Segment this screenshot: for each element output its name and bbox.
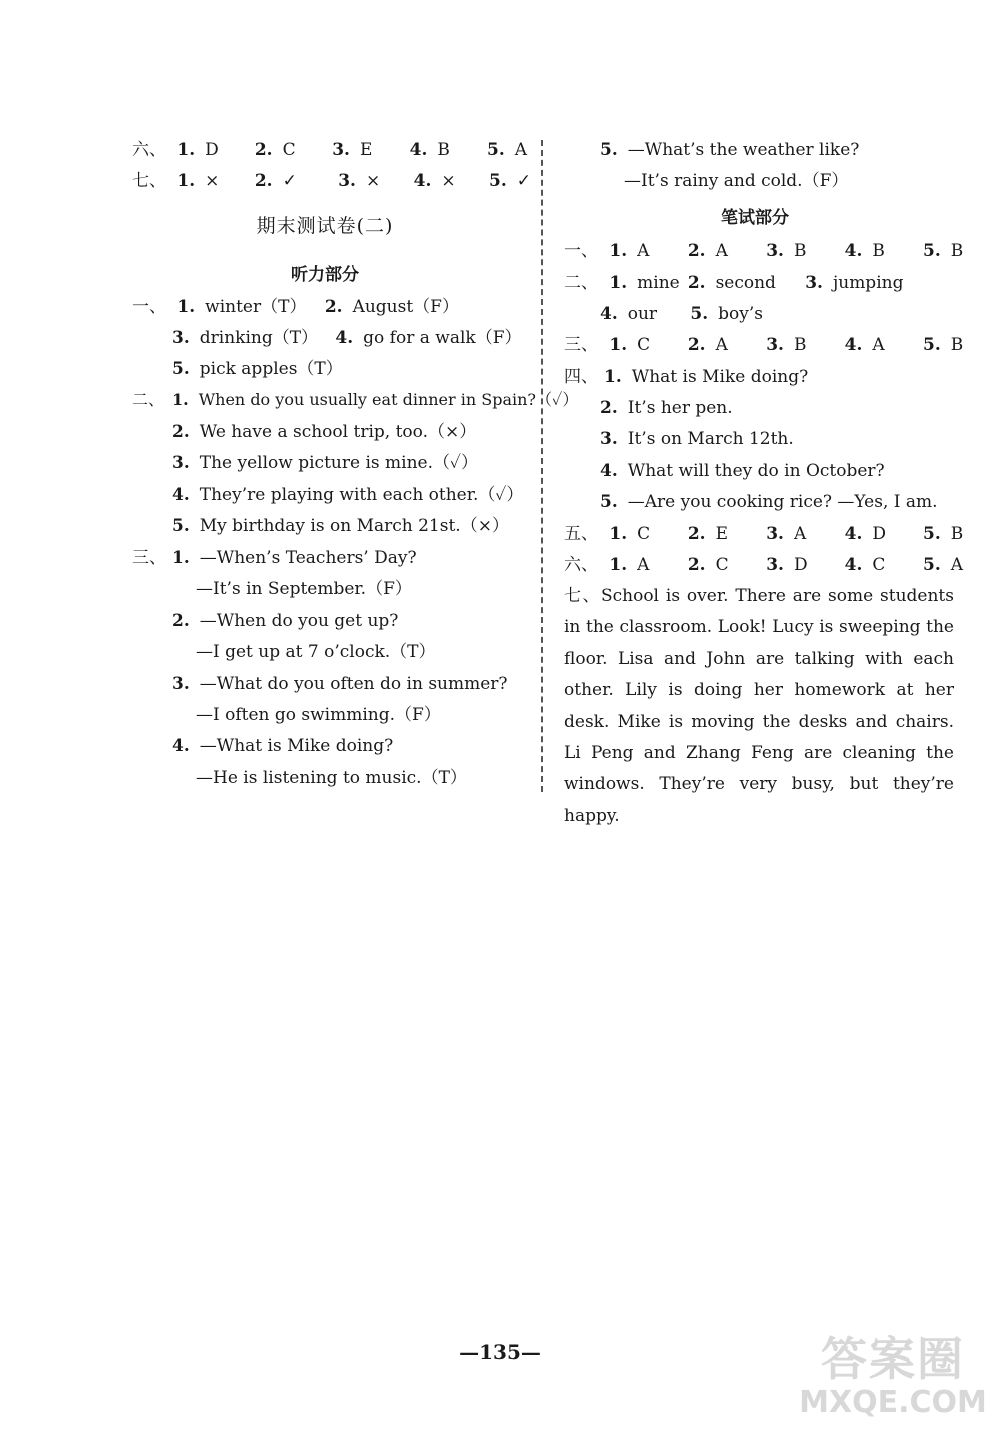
answer-row-p1-b: 3. drinking（T） 4. go for a walk（F）: [172, 328, 522, 348]
listening-heading: 听力部分: [291, 265, 359, 285]
answer-row-w4-4: 4. What will they do in October?: [600, 461, 885, 481]
test-title: 期末测试卷(二): [256, 215, 394, 237]
answer-row-cont-a: —It’s rainy and cold.（F）: [624, 171, 849, 191]
answer-row-w5: 五、 1. C 2. E 3. A 4. D 5. B: [564, 524, 964, 544]
passage-w7: [564, 581, 954, 832]
answer-row-p3-2a: —I get up at 7 o’clock.（T）: [196, 642, 436, 662]
answer-row-w2-b: 4. our 5. boy’s: [600, 304, 764, 324]
answer-row-p3-4a: —He is listening to music.（T）: [196, 768, 467, 788]
answer-row-p2-4: 4. They’re playing with each other.（✓）: [172, 485, 524, 505]
answer-row-p1-a: 一、 1. winter（T） 2. August（F）: [132, 297, 459, 317]
answer-row-w4-5: 5. —Are you cooking rice? —Yes, I am.: [600, 492, 938, 512]
answer-row-cont-q: 5. —What’s the weather like?: [600, 140, 860, 160]
answer-row-p3-3q: 3. —What do you often do in summer?: [172, 674, 508, 694]
section-label: 三、: [132, 548, 166, 568]
answer-row-p2-1: 二、 1. When do you usually eat dinner in Spain?（✓）: [132, 390, 579, 409]
column-divider: [541, 140, 543, 792]
answer-row-p3-3a: —I often go swimming.（F）: [196, 705, 441, 725]
passage-text: School is over. There are some students in the classroom. Look! Lucy is sweeping the floor. Lisa and John are talking with each other. Lily is doing her homework at her desk. Mike is moving the desks and chairs. Li Peng and Zhang Feng are cleaning the windows. They’re very busy, but they’re happy.: [564, 586, 954, 826]
answer-row-w4-1: 四、 1. What is Mike doing?: [564, 367, 809, 387]
answer-row-p2-5: 5. My birthday is on March 21st.（×）: [172, 516, 509, 536]
answer-row-p1-c: 5. pick apples（T）: [172, 359, 343, 379]
page-number: —135—: [459, 1340, 541, 1364]
answer-row-p3-1q: 三、 1. —When’s Teachers’ Day?: [132, 548, 417, 568]
answer-row-p3-1a: —It’s in September.（F）: [196, 579, 412, 599]
section-label: 六、: [132, 140, 166, 160]
answer-row-w3: 三、 1. C 2. A 3. B 4. A 5. B: [564, 335, 964, 355]
section-label: 二、: [132, 390, 165, 409]
section-label: 四、: [564, 367, 598, 387]
answer-row-p2-3: 3. The yellow picture is mine.（✓）: [172, 453, 478, 473]
section-label: 七、: [132, 171, 166, 191]
watermark-logo: 答案圈 MXQE.COM: [799, 1332, 987, 1420]
section-label: 一、: [564, 241, 598, 261]
section-label: 六、: [564, 555, 598, 575]
section-label: 二、: [564, 273, 598, 293]
written-heading: 笔试部分: [721, 208, 789, 228]
answer-row-p3-2q: 2. —When do you get up?: [172, 611, 399, 631]
answer-row-s7: 七、 1. × 2. ✓ 3. × 4. × 5. ✓: [132, 171, 532, 191]
answer-row-w6: 六、 1. A 2. C 3. D 4. C 5. A: [564, 555, 964, 575]
section-label: 七、: [564, 586, 601, 606]
answer-row-w2-a: 二、 1. mine 2. second 3. jumping: [564, 273, 904, 293]
section-label: 三、: [564, 335, 598, 355]
answer-row-w4-2: 2. It’s her pen.: [600, 398, 733, 418]
answer-row-w1: 一、 1. A 2. A 3. B 4. B 5. B: [564, 241, 964, 261]
section-label: 一、: [132, 297, 166, 317]
answer-row-w4-3: 3. It’s on March 12th.: [600, 429, 794, 449]
section-label: 五、: [564, 524, 598, 544]
answer-row-s6: 六、 1. D 2. C 3. E 4. B 5. A: [132, 140, 528, 160]
answer-row-p2-2: 2. We have a school trip, too.（×）: [172, 422, 477, 442]
answer-row-p3-4q: 4. —What is Mike doing?: [172, 736, 394, 756]
